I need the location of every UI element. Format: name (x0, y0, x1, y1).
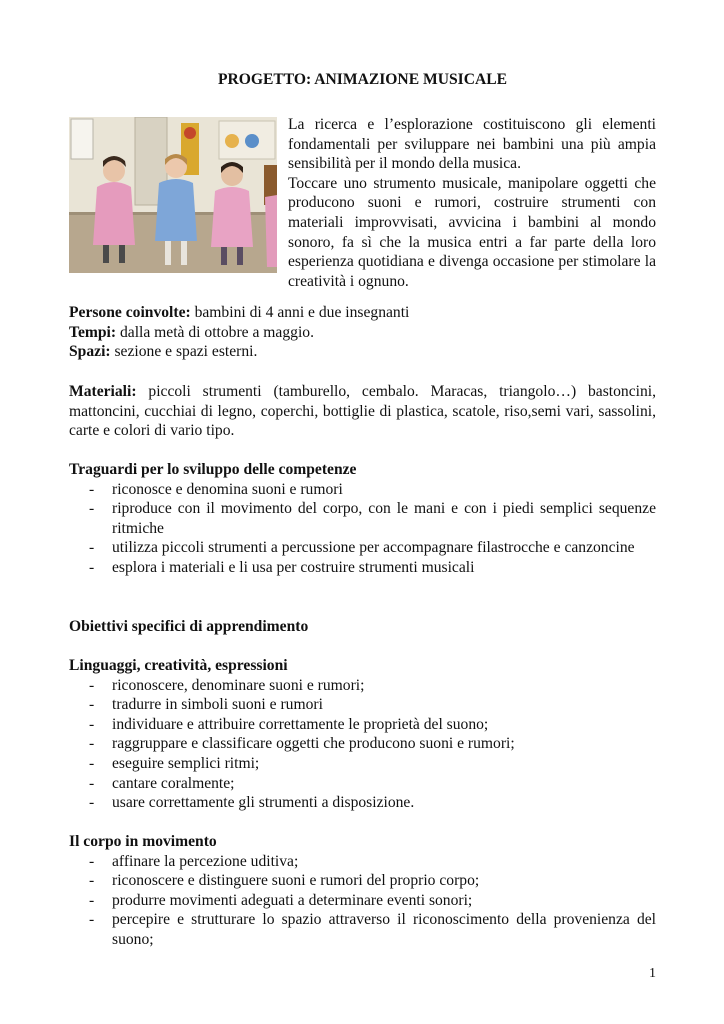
list-item-text: esplora i materiali e li usa per costruire strumenti musicali (112, 558, 475, 576)
list-item (69, 558, 656, 578)
photo-illustration (69, 117, 277, 273)
materiali-block (69, 382, 656, 441)
materiali-paragraph (69, 382, 656, 441)
linguaggi-heading: Linguaggi, creatività, espressioni (69, 657, 288, 674)
bullet-dash: - (89, 715, 95, 733)
tempi-label: Tempi: (69, 323, 117, 341)
intro-text (288, 115, 656, 291)
bullet-dash: - (89, 911, 95, 929)
linguaggi-list (69, 676, 656, 813)
obiettivi-section (69, 617, 656, 637)
bullet-dash: - (89, 794, 95, 812)
list-item (69, 871, 656, 891)
corpo-section (69, 832, 656, 950)
traguardi-section (69, 460, 656, 578)
list-item-text: produrre movimenti adeguati a determinare eventi sonori; (112, 891, 473, 909)
bullet-dash: - (89, 480, 95, 498)
list-item-text: riconosce e denomina suoni e rumori (112, 480, 343, 498)
list-item (69, 891, 656, 911)
intro-paragraph: La ricerca e l’esplorazione costituiscono gli elementi fondamentali per sviluppare nei bambini una più ampia sensibilità per il mondo della musica. (288, 116, 656, 173)
materiali-label: Materiali: (69, 383, 137, 400)
intro-paragraph: Toccare uno strumento musicale, manipolare oggetti che producono suoni e rumori, costruire strumenti con materiali improvvisati, avvicina i bambini al mondo sonoro, fa sì che la musica entri a far parte della loro esperienza quotidiana e divenga occasione per stimolare la creatività i ognuno. (288, 174, 656, 290)
spazi-value: sezione e spazi esterni. (110, 343, 258, 361)
spazi-label: Spazi: (69, 343, 111, 361)
list-item (69, 715, 656, 735)
list-item-text: cantare coralmente; (112, 774, 235, 792)
list-item (69, 793, 656, 813)
persone-line (69, 303, 656, 323)
tempi-line (69, 323, 656, 343)
list-item (69, 910, 656, 949)
obiettivi-heading: Obiettivi specifici di apprendimento (69, 618, 309, 635)
list-item (69, 734, 656, 754)
list-item (69, 852, 656, 872)
list-item (69, 695, 656, 715)
bullet-dash: - (89, 539, 95, 557)
linguaggi-section (69, 656, 656, 813)
bullet-dash: - (89, 891, 95, 909)
list-item (69, 774, 656, 794)
list-item (69, 538, 656, 558)
list-item (69, 499, 656, 538)
list-item-text: raggruppare e classificare oggetti che producono suoni e rumori; (112, 735, 515, 753)
list-item-text: utilizza piccoli strumenti a percussione per accompagnare filastrocche e canzoncine (112, 539, 635, 557)
materiali-value: piccoli strumenti (tamburello, cembalo. Maracas, triangolo…) bastoncini, mattoncini, cucchiai di legno, coperchi, bottiglie di plastica, scatole, riso,semi vari, sassolini, carte e colori di vario tipo. (69, 383, 656, 440)
list-item-text: riconoscere, denominare suoni e rumori; (112, 676, 365, 694)
list-item-text: affinare la percezione uditiva; (112, 852, 299, 870)
bullet-dash: - (89, 754, 95, 772)
tempi-value: dalla metà di ottobre a maggio. (116, 323, 314, 341)
list-item-text: riconoscere e distinguere suoni e rumori del proprio corpo; (112, 872, 480, 890)
list-item-text: tradurre in simboli suoni e rumori (112, 696, 323, 714)
bullet-dash: - (89, 558, 95, 576)
bullet-dash: - (89, 676, 95, 694)
document-title: PROGETTO: ANIMAZIONE MUSICALE (217, 71, 508, 88)
list-item-text: riproduce con il movimento del corpo, con le mani e con i piedi semplici sequenze ritmiche (112, 500, 656, 537)
info-block (69, 303, 656, 362)
corpo-list (69, 852, 656, 950)
list-item (69, 480, 656, 500)
persone-value: bambini di 4 anni e due insegnanti (190, 304, 410, 321)
document-page (69, 0, 656, 1024)
bullet-dash: - (89, 852, 95, 870)
bullet-dash: - (89, 735, 95, 753)
list-item-text: usare correttamente gli strumenti a disposizione. (112, 794, 415, 812)
list-item (69, 754, 656, 774)
bullet-dash: - (89, 872, 95, 890)
bullet-dash: - (89, 696, 95, 714)
traguardi-heading: Traguardi per lo sviluppo delle competenze (69, 461, 357, 478)
persone-label: Persone coinvolte: (69, 304, 191, 321)
list-item (69, 676, 656, 696)
page-number: 1 (649, 966, 656, 981)
spazi-line (69, 342, 656, 362)
bullet-dash: - (89, 500, 95, 518)
bullet-dash: - (89, 774, 95, 792)
children-photo (69, 117, 277, 273)
list-item-text: percepire e strutturare lo spazio attraverso il riconoscimento della provenienza del suono; (112, 911, 656, 948)
list-item-text: individuare e attribuire correttamente le proprietà del suono; (112, 715, 489, 733)
corpo-heading: Il corpo in movimento (69, 833, 217, 850)
list-item-text: eseguire semplici ritmi; (112, 754, 260, 772)
traguardi-list (69, 480, 656, 578)
